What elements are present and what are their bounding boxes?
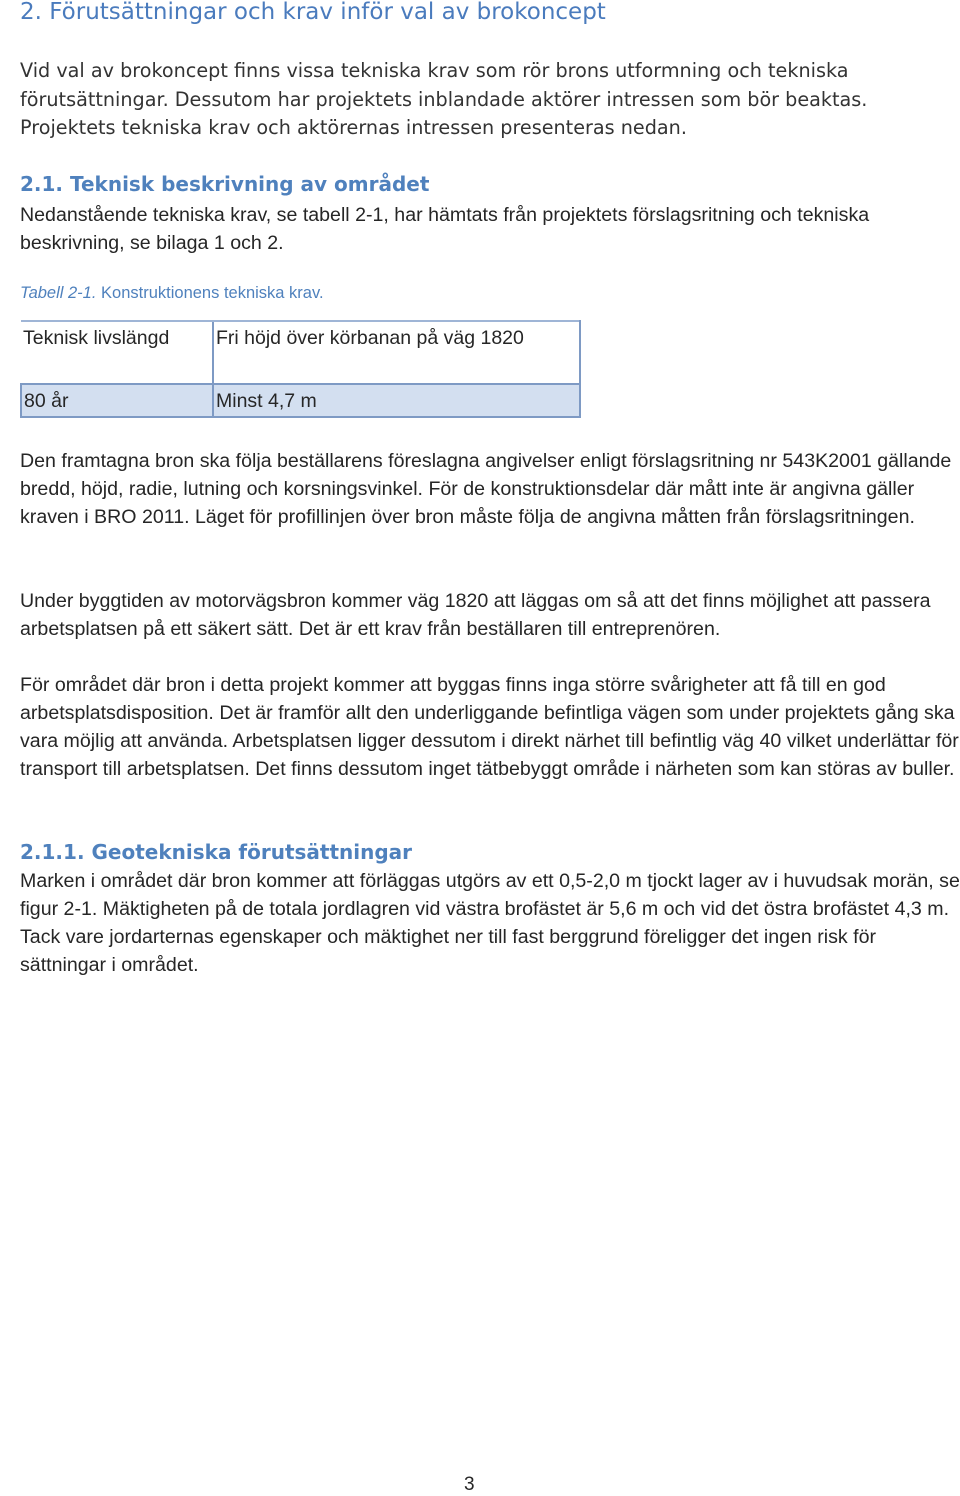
technical-paragraph: Nedanstående tekniska krav, se tabell 2-1, har hämtats från projektets förslagsritning och tekniska beskrivning, se bilaga 1 och 2. xyxy=(20,204,870,254)
body-paragraph: Under byggtiden av motorvägsbron kommer väg 1820 att läggas om så att det finns möjlighet att passera arbetsplatsen på ett säkert sätt. Det är ett krav från beställaren till entreprenören. xyxy=(20,590,931,640)
table-cell: 80 år xyxy=(21,384,213,417)
requirements-table xyxy=(20,320,581,418)
table-row xyxy=(21,384,580,417)
table-caption-label: Tabell 2-1. xyxy=(20,284,97,302)
body-paragraph: För området där bron i detta projekt kommer att byggas finns inga större svårigheter att få till en god arbetsplatsdisposition. Det är framför allt den underliggande befintliga vägen som under projektets gång ska vara möjlig att använda. Arbetsplatsen ligger dessutom i direkt närhet till befintlig väg 40 vilket underlättar för transport till arbetsplatsen. Det finns dessutom inget tätbebyggt område i närheten som kan störas av buller. xyxy=(20,674,959,780)
table-caption-text: Konstruktionens tekniska krav. xyxy=(96,284,324,302)
table-header-cell: Teknisk livslängd xyxy=(21,321,213,384)
section-heading: 2. Förutsättningar och krav inför val av brokoncept xyxy=(20,0,606,25)
table-caption xyxy=(20,284,324,303)
body-paragraph: Den framtagna bron ska följa beställarens föreslagna angivelser enligt förslagsritning nr 543K2001 gällande bredd, höjd, radie, lutning och korsningsvinkel. För de konstruktionsdelar där mått inte är angivna gäller kraven i BRO 2011. Läget för profillinjen över bron måste följa de angivna måtten från förslagsritningen. xyxy=(20,450,952,528)
geotechnical-paragraph: Marken i området där bron kommer att förläggas utgörs av ett 0,5-2,0 m tjockt lager av i huvudsak morän, se figur 2-1. Mäktigheten på de totala jordlagren vid västra brofästet är 5,6 m och vid det östra brofästet 4,3 m. Tack vare jordarternas egenskaper och mäktighet ner till fast berggrund föreligger det ingen risk för sättningar i området. xyxy=(20,870,960,976)
intro-paragraph: Vid val av brokoncept finns vissa tekniska krav som rör brons utformning och tekniska förutsättningar. Dessutom har projektets inblandade aktörer intressen som bör beaktas. Projektets tekniska krav och aktörernas intressen presenteras nedan. xyxy=(20,59,868,139)
table-header-row xyxy=(21,321,580,384)
subsection-heading-geotechnical: 2.1.1. Geotekniska förutsättningar xyxy=(20,840,413,864)
table-header-cell: Fri höjd över körbanan på väg 1820 xyxy=(213,321,580,384)
subsection-heading-technical: 2.1. Teknisk beskrivning av området xyxy=(20,172,430,196)
table-cell: Minst 4,7 m xyxy=(213,384,580,417)
page-number: 3 xyxy=(464,1474,475,1495)
